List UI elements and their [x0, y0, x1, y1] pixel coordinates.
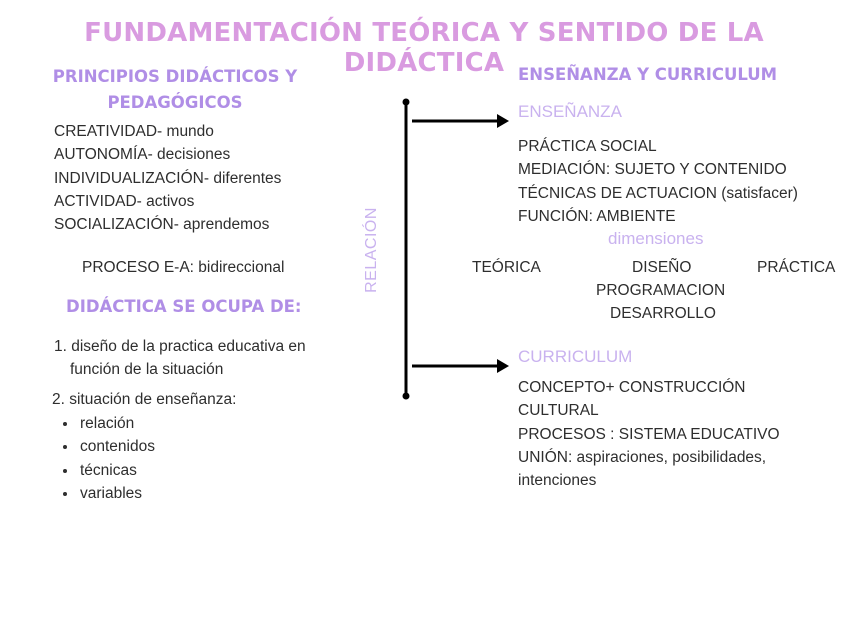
- bar-top-cap: [403, 99, 410, 106]
- dim-practica: PRÁCTICA: [757, 259, 836, 276]
- dim-teorica: TEÓRICA: [472, 259, 541, 276]
- principios-heading-line1: PRINCIPIOS DIDÁCTICOS Y: [52, 67, 298, 86]
- proceso-text: PROCESO E-A: bidireccional: [82, 259, 285, 276]
- didactica-heading: DIDÁCTICA SE OCUPA DE:: [66, 297, 302, 316]
- principios-heading-line2: PEDAGÓGICOS: [107, 93, 243, 112]
- bar-bottom-cap: [403, 393, 410, 400]
- dim-desarrollo: DESARROLLO: [610, 305, 716, 322]
- page-title: FUNDAMENTACIÓN TEÓRICA Y SENTIDO DE LA DIDÁCTICA: [84, 18, 764, 78]
- curriculum-item: CONCEPTO+ CONSTRUCCIÓN: [518, 379, 746, 396]
- bullet-item: • contenidos: [78, 435, 155, 458]
- bullet-item: • relación: [78, 412, 155, 435]
- curriculum-item: intenciones: [518, 472, 597, 490]
- principio-item: SOCIALIZACIÓN- aprendemos: [54, 216, 270, 234]
- ensenanza-item: MEDIACIÓN: SUJETO Y CONTENIDO: [518, 161, 787, 179]
- item-1-line1: 1. diseño de la practica educativa en: [54, 338, 306, 355]
- dimensiones-label: dimensiones: [608, 229, 704, 248]
- curriculum-title: CURRICULUM: [518, 347, 633, 366]
- curriculum-item: UNIÓN: aspiraciones, posibilidades,: [518, 448, 767, 466]
- bullet-item: • técnicas: [78, 459, 155, 482]
- ensenanza-item: TÉCNICAS DE ACTUACION (satisfacer): [518, 184, 798, 202]
- curriculum-item: PROCESOS : SISTEMA EDUCATIVO: [518, 425, 780, 443]
- dim-diseno: DISEÑO: [632, 259, 692, 276]
- curriculum-list: [518, 376, 780, 492]
- ensenanza-item: FUNCIÓN: AMBIENTE: [518, 207, 676, 225]
- dim-programacion: PROGRAMACION: [596, 282, 726, 299]
- arrow-ensenanza-head: [497, 114, 509, 128]
- ensenanza-item: PRÁCTICA SOCIAL: [518, 138, 657, 155]
- ensenanza-curriculum-heading: ENSEÑANZA Y CURRICULUM: [518, 65, 778, 84]
- bullet-item: • variables: [78, 482, 155, 505]
- principio-item: INDIVIDUALIZACIÓN- diferentes: [54, 169, 282, 187]
- relacion-label: RELACIÓN: [363, 207, 380, 293]
- principio-item: ACTIVIDAD- activos: [54, 192, 195, 210]
- item-2: 2. situación de enseñanza:: [52, 391, 237, 408]
- principio-item: CREATIVIDAD- mundo: [54, 123, 214, 140]
- ensenanza-title: ENSEÑANZA: [518, 102, 622, 121]
- arrow-curriculum-head: [497, 359, 509, 373]
- ensenanza-list: [518, 135, 798, 228]
- item-1-line2: función de la situación: [70, 361, 224, 378]
- curriculum-item: CULTURAL: [518, 402, 599, 420]
- principio-item: AUTONOMÍA- decisiones: [54, 146, 231, 164]
